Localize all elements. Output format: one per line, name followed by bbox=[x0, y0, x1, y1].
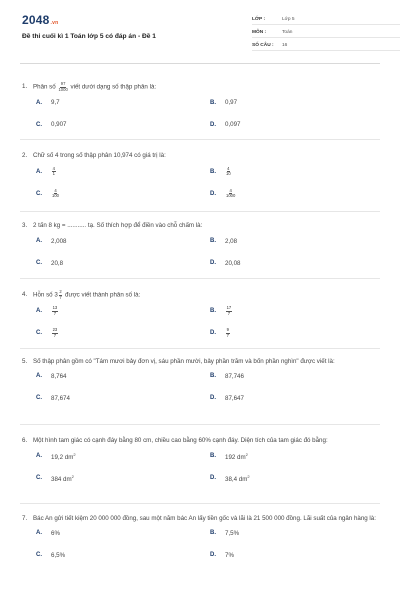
question-number: 2. bbox=[22, 152, 28, 159]
fraction-denominator: 1 bbox=[52, 171, 55, 177]
option-d[interactable] bbox=[210, 260, 240, 267]
fraction bbox=[226, 306, 232, 316]
question-number: 4. bbox=[22, 291, 28, 298]
question-2 bbox=[20, 151, 380, 199]
fraction bbox=[226, 167, 231, 177]
question-3 bbox=[20, 221, 380, 267]
question-text: Chữ số 4 trong số thập phân 10,974 có giá trị là: bbox=[33, 152, 166, 159]
option-text: 0,907 bbox=[51, 121, 67, 129]
fraction-numerator: 9 bbox=[226, 327, 229, 333]
option-text: 0,97 bbox=[225, 99, 238, 107]
fraction-denominator: 7 bbox=[53, 310, 57, 316]
option-letter: D. bbox=[210, 260, 216, 266]
option-value: 192 dm bbox=[225, 453, 246, 461]
option-letter: B. bbox=[210, 453, 216, 460]
option-text: 6% bbox=[51, 529, 60, 537]
option-text: 9,7 bbox=[51, 99, 60, 107]
option-letter: A. bbox=[36, 238, 42, 244]
question-6 bbox=[20, 436, 380, 483]
option-text bbox=[51, 474, 74, 483]
option-letter: C. bbox=[36, 330, 42, 337]
option-a[interactable] bbox=[36, 452, 76, 461]
question-text-after: viết dưới dạng số thập phân là: bbox=[70, 83, 157, 91]
option-letter: C. bbox=[36, 395, 42, 401]
option-b[interactable] bbox=[210, 238, 237, 245]
option-letter: B. bbox=[210, 308, 216, 315]
option-c[interactable] bbox=[36, 395, 70, 402]
option-letter: B. bbox=[210, 99, 216, 106]
fraction-denominator: 7 bbox=[227, 310, 231, 316]
question-number: 6. bbox=[22, 437, 28, 444]
option-a[interactable] bbox=[36, 238, 66, 245]
option-text: 87,746 bbox=[225, 372, 244, 380]
option-text: 6,5% bbox=[51, 551, 66, 559]
fraction bbox=[52, 306, 58, 316]
meta-label: SỐ CÂU : bbox=[252, 42, 274, 48]
fraction-numerator: 4 bbox=[52, 165, 55, 171]
option-d[interactable] bbox=[210, 189, 236, 199]
option-b[interactable] bbox=[210, 530, 239, 537]
option-text bbox=[51, 452, 76, 461]
fraction-numerator: 13 bbox=[52, 305, 58, 311]
divider bbox=[20, 424, 380, 425]
fraction-denominator: 7 bbox=[226, 332, 229, 338]
question-number: 1. bbox=[22, 83, 28, 90]
fraction-numerator: 17 bbox=[226, 305, 232, 311]
option-text: 2,08 bbox=[225, 237, 238, 245]
option-text: 8,764 bbox=[51, 372, 67, 380]
exam-meta bbox=[252, 14, 400, 53]
fraction-denominator: 7 bbox=[59, 294, 62, 300]
option-letter: B. bbox=[210, 168, 216, 175]
option-letter: C. bbox=[36, 190, 42, 197]
fraction-denominator: 1000 bbox=[226, 193, 236, 199]
option-letter: C. bbox=[36, 475, 42, 482]
superscript: 2 bbox=[73, 451, 76, 457]
question-4 bbox=[20, 289, 380, 338]
option-b[interactable] bbox=[210, 373, 244, 380]
option-letter: C. bbox=[36, 552, 42, 558]
option-a[interactable] bbox=[36, 167, 57, 177]
meta-value: Lớp 5 bbox=[282, 16, 295, 22]
question-text: Số thập phân gồm có "Tám mươi bảy đơn vị, sáu phần mười, bảy phần trăm và bốn phần nghìn" được viết là: bbox=[33, 358, 335, 365]
question-text-before: Phân số bbox=[33, 83, 56, 91]
option-b[interactable] bbox=[210, 306, 233, 316]
exam-header bbox=[20, 0, 380, 64]
fraction bbox=[59, 290, 63, 300]
option-text: 0,097 bbox=[225, 121, 241, 129]
option-letter: A. bbox=[36, 453, 42, 460]
divider bbox=[20, 503, 380, 504]
meta-value: 16 bbox=[282, 42, 288, 48]
page-title: Đề thi cuối kì 1 Toán lớp 5 có đáp án - Đề 1 bbox=[22, 33, 156, 40]
option-letter: C. bbox=[36, 121, 42, 128]
question-number: 7. bbox=[22, 515, 28, 522]
option-letter: B. bbox=[210, 373, 216, 379]
fraction-numerator: 4 bbox=[54, 187, 57, 193]
superscript: 2 bbox=[245, 451, 248, 457]
option-c[interactable] bbox=[36, 328, 59, 338]
fraction-denominator: 7 bbox=[53, 332, 57, 338]
option-letter: D. bbox=[210, 190, 216, 197]
question-text-before: Hỗn số 3 bbox=[33, 291, 58, 299]
option-b[interactable] bbox=[210, 99, 237, 106]
question-text: Bác An gửi tiết kiệm 20 000 000 đồng, sau một năm bác An lấy tiền gốc và lãi là 21 500 000 đồng. Lãi suất của ngân hàng là: bbox=[33, 515, 376, 522]
fraction-numerator: 23 bbox=[52, 327, 58, 333]
option-letter: A. bbox=[36, 308, 42, 315]
option-letter: A. bbox=[36, 373, 42, 379]
option-letter: D. bbox=[210, 330, 216, 337]
question-number: 5. bbox=[22, 358, 28, 365]
logo-text: 2048 bbox=[22, 13, 50, 27]
fraction-numerator: 97 bbox=[60, 81, 66, 86]
option-letter: D. bbox=[210, 395, 216, 401]
option-c[interactable] bbox=[36, 260, 63, 267]
question-text bbox=[33, 82, 380, 92]
option-text: 87,674 bbox=[51, 394, 70, 402]
question-text: Một hình tam giác có cạnh đáy bằng 80 cm, chiều cao bằng 60% cạnh đáy. Diện tích của tam giác đó bằng: bbox=[33, 437, 328, 444]
option-letter: D. bbox=[210, 121, 216, 128]
option-d[interactable] bbox=[210, 328, 231, 338]
option-text: 20,8 bbox=[51, 259, 64, 267]
divider bbox=[20, 139, 380, 140]
fraction-numerator: 4 bbox=[227, 165, 230, 171]
divider bbox=[20, 211, 380, 212]
site-logo[interactable] bbox=[22, 13, 58, 27]
fraction bbox=[52, 167, 56, 177]
question-text: 2 tấn 8 kg = ........... tạ. Số thích hợp để điền vào chỗ chấm là: bbox=[33, 222, 203, 229]
superscript: 2 bbox=[71, 473, 74, 479]
option-b[interactable] bbox=[210, 167, 232, 177]
question-text-after: được viết thành phân số là: bbox=[65, 291, 141, 299]
option-c[interactable] bbox=[36, 552, 65, 559]
option-d[interactable] bbox=[210, 552, 234, 559]
option-c[interactable] bbox=[36, 121, 66, 128]
superscript: 2 bbox=[247, 473, 250, 479]
option-value: 38,4 dm bbox=[225, 475, 248, 483]
option-letter: D. bbox=[210, 475, 216, 482]
question-1 bbox=[20, 81, 380, 129]
fraction bbox=[58, 82, 67, 92]
fraction-numerator: 4 bbox=[229, 187, 232, 193]
option-text: 2,008 bbox=[51, 237, 67, 245]
divider bbox=[20, 278, 380, 279]
option-d[interactable] bbox=[210, 474, 250, 483]
question-7 bbox=[20, 514, 380, 559]
option-text bbox=[225, 474, 250, 483]
option-letter: A. bbox=[36, 99, 42, 106]
meta-label: LỚP : bbox=[252, 16, 266, 22]
option-b[interactable] bbox=[210, 452, 248, 461]
divider bbox=[20, 348, 380, 349]
fraction-numerator: 2 bbox=[59, 289, 62, 294]
fraction-denominator: 100 bbox=[52, 193, 59, 199]
option-a[interactable] bbox=[36, 306, 59, 316]
option-d[interactable] bbox=[210, 395, 244, 402]
option-d[interactable] bbox=[210, 121, 240, 128]
meta-row-class bbox=[252, 14, 400, 25]
option-letter: B. bbox=[210, 530, 216, 536]
option-a[interactable] bbox=[36, 530, 60, 537]
fraction bbox=[52, 328, 58, 338]
fraction-denominator: 1000 bbox=[58, 86, 68, 92]
option-text: 87,647 bbox=[225, 394, 244, 402]
fraction-denominator: 10 bbox=[226, 171, 231, 177]
question-text bbox=[33, 290, 380, 300]
question-number: 3. bbox=[22, 222, 28, 229]
option-letter: C. bbox=[36, 260, 42, 266]
option-letter: D. bbox=[210, 552, 216, 558]
option-value: 384 dm bbox=[51, 475, 72, 483]
question-5 bbox=[20, 357, 380, 402]
option-text: 7% bbox=[225, 551, 234, 559]
fraction bbox=[52, 189, 59, 199]
meta-row-subject bbox=[252, 27, 400, 38]
option-text: 20,08 bbox=[225, 259, 241, 267]
fraction bbox=[226, 328, 230, 338]
option-text: 7,5% bbox=[225, 529, 240, 537]
option-letter: B. bbox=[210, 238, 216, 244]
meta-label: MÔN : bbox=[252, 29, 267, 35]
meta-row-count bbox=[252, 40, 400, 51]
logo-suffix: .vn bbox=[50, 20, 59, 26]
option-a[interactable] bbox=[36, 99, 60, 106]
option-text bbox=[225, 452, 248, 461]
option-value: 19,2 dm bbox=[51, 453, 74, 461]
option-c[interactable] bbox=[36, 189, 60, 199]
option-c[interactable] bbox=[36, 474, 74, 483]
fraction bbox=[226, 189, 235, 199]
option-letter: A. bbox=[36, 168, 42, 175]
option-letter: A. bbox=[36, 530, 42, 536]
meta-value: Toán bbox=[282, 29, 293, 35]
option-a[interactable] bbox=[36, 373, 66, 380]
